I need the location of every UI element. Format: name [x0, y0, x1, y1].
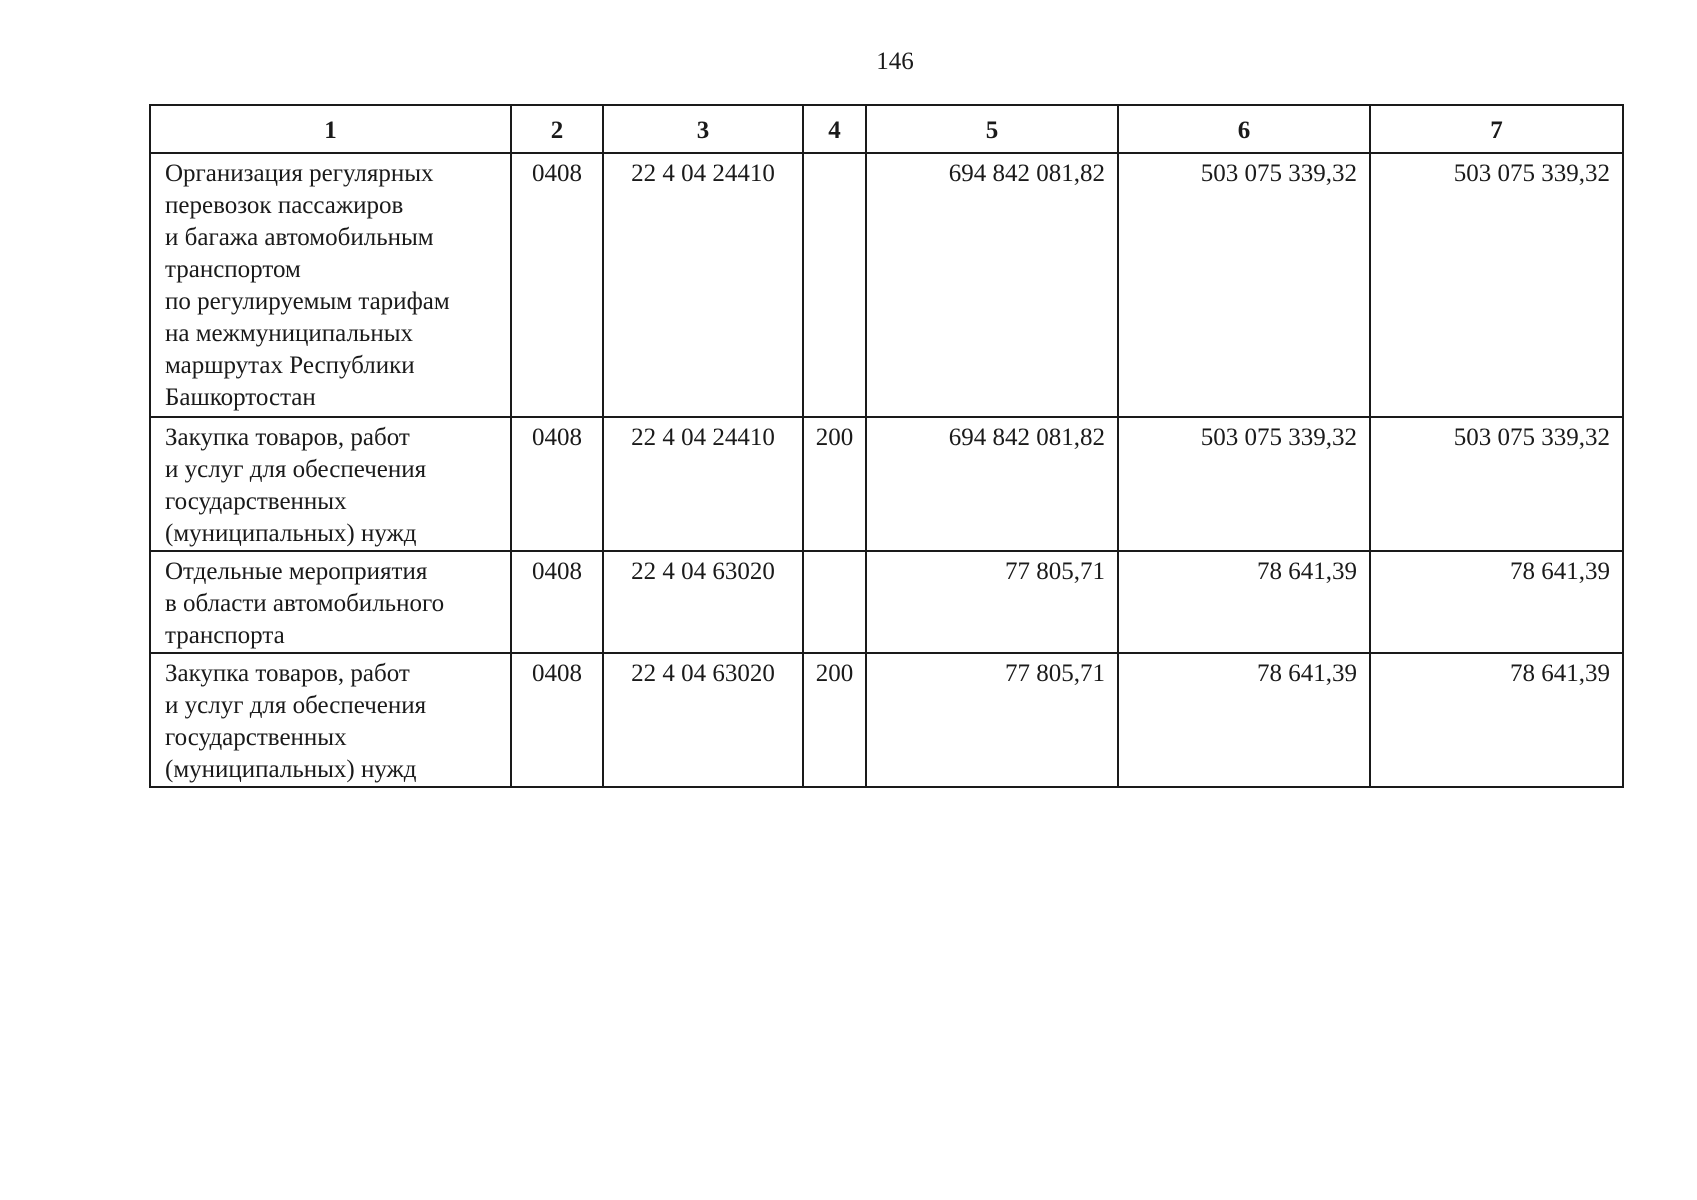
table-row: [150, 551, 1623, 653]
row-value-5: 77 805,71: [866, 551, 1118, 653]
header-col-7: 7: [1370, 105, 1623, 153]
row-name: Закупка товаров, работ и услуг для обеспечения государственных (муниципальных) нужд: [150, 417, 511, 551]
row-value-5: 694 842 081,82: [866, 417, 1118, 551]
table-row: [150, 153, 1623, 417]
row-expense-type: 200: [803, 417, 866, 551]
table-row: [150, 653, 1623, 787]
row-name: Отдельные мероприятия в области автомобильного транспорта: [150, 551, 511, 653]
row-code: 22 4 04 63020: [603, 653, 803, 787]
row-name: Закупка товаров, работ и услуг для обеспечения государственных (муниципальных) нужд: [150, 653, 511, 787]
row-value-6: 78 641,39: [1118, 551, 1370, 653]
row-expense-type: [803, 153, 866, 417]
header-col-6: 6: [1118, 105, 1370, 153]
row-name: Организация регулярных перевозок пассажиров и багажа автомобильным транспортом по регулируемым тарифам на межмуниципальных маршрутах Республики Башкортостан: [150, 153, 511, 417]
page-number: 146: [876, 48, 914, 75]
row-expense-type: [803, 551, 866, 653]
header-col-2: 2: [511, 105, 603, 153]
row-value-7: 503 075 339,32: [1370, 153, 1623, 417]
row-section: 0408: [511, 417, 603, 551]
table-row: [150, 417, 1623, 551]
header-row: [150, 105, 1623, 153]
row-value-6: 503 075 339,32: [1118, 417, 1370, 551]
row-value-7: 78 641,39: [1370, 551, 1623, 653]
header-col-4: 4: [803, 105, 866, 153]
header-col-5: 5: [866, 105, 1118, 153]
row-value-5: 694 842 081,82: [866, 153, 1118, 417]
row-value-6: 503 075 339,32: [1118, 153, 1370, 417]
row-value-7: 503 075 339,32: [1370, 417, 1623, 551]
row-section: 0408: [511, 551, 603, 653]
row-value-6: 78 641,39: [1118, 653, 1370, 787]
row-value-5: 77 805,71: [866, 653, 1118, 787]
row-code: 22 4 04 24410: [603, 417, 803, 551]
row-expense-type: 200: [803, 653, 866, 787]
header-col-3: 3: [603, 105, 803, 153]
row-code: 22 4 04 24410: [603, 153, 803, 417]
row-value-7: 78 641,39: [1370, 653, 1623, 787]
row-code: 22 4 04 63020: [603, 551, 803, 653]
row-section: 0408: [511, 153, 603, 417]
budget-table: [149, 104, 1624, 788]
row-section: 0408: [511, 653, 603, 787]
header-col-1: 1: [150, 105, 511, 153]
